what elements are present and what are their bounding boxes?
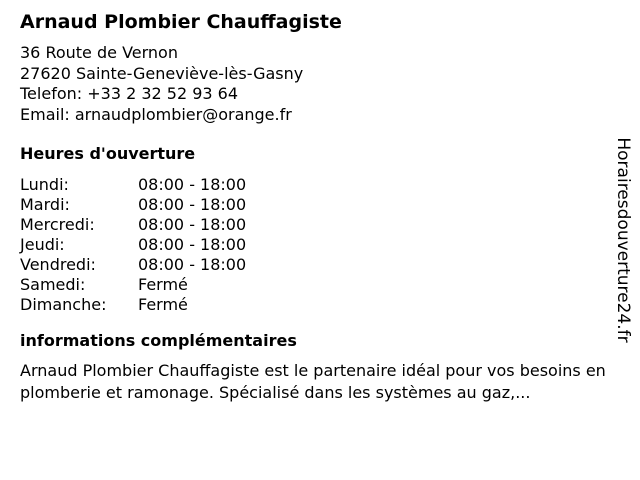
opening-hours-heading: Heures d'ouverture bbox=[20, 144, 196, 163]
time-value: 08:00 - 18:00 bbox=[138, 215, 247, 234]
day-label: Jeudi: bbox=[20, 235, 65, 254]
day-label: Mardi: bbox=[20, 195, 70, 214]
address-block bbox=[20, 43, 620, 125]
time-value: Fermé bbox=[138, 275, 188, 294]
site-watermark: Horairesdouverture24.fr bbox=[613, 137, 633, 343]
business-description: Arnaud Plombier Chauffagiste est le partenaire idéal pour vos besoins en plomberie et ramonage. Spécialisé dans les systèmes au gaz,... bbox=[20, 361, 606, 402]
hours-row-monday bbox=[20, 175, 620, 195]
time-value: 08:00 - 18:00 bbox=[138, 235, 247, 254]
opening-hours-list bbox=[20, 175, 620, 315]
day-label: Lundi: bbox=[20, 175, 69, 194]
business-card bbox=[20, 9, 620, 404]
time-value: 08:00 - 18:00 bbox=[138, 255, 247, 274]
time-value: 08:00 - 18:00 bbox=[138, 195, 247, 214]
city-address: 27620 Sainte-Geneviève-lès-Gasny bbox=[20, 63, 304, 83]
additional-info-heading: informations complémentaires bbox=[20, 331, 297, 350]
hours-row-sunday bbox=[20, 295, 620, 315]
day-label: Dimanche: bbox=[20, 295, 107, 314]
day-label: Vendredi: bbox=[20, 255, 96, 274]
day-label: Mercredi: bbox=[20, 215, 95, 234]
hours-row-saturday bbox=[20, 275, 620, 295]
day-label: Samedi: bbox=[20, 275, 86, 294]
street-address: 36 Route de Vernon bbox=[20, 43, 178, 62]
hours-row-tuesday bbox=[20, 195, 620, 215]
hours-row-wednesday bbox=[20, 215, 620, 235]
email-address: Email: arnaudplombier@orange.fr bbox=[20, 104, 292, 124]
time-value: Fermé bbox=[138, 295, 188, 314]
time-value: 08:00 - 18:00 bbox=[138, 175, 247, 194]
hours-row-friday bbox=[20, 255, 620, 275]
business-name: Arnaud Plombier Chauffagiste bbox=[20, 11, 342, 33]
hours-row-thursday bbox=[20, 235, 620, 255]
phone-number: Telefon: +33 2 32 52 93 64 bbox=[20, 84, 239, 103]
